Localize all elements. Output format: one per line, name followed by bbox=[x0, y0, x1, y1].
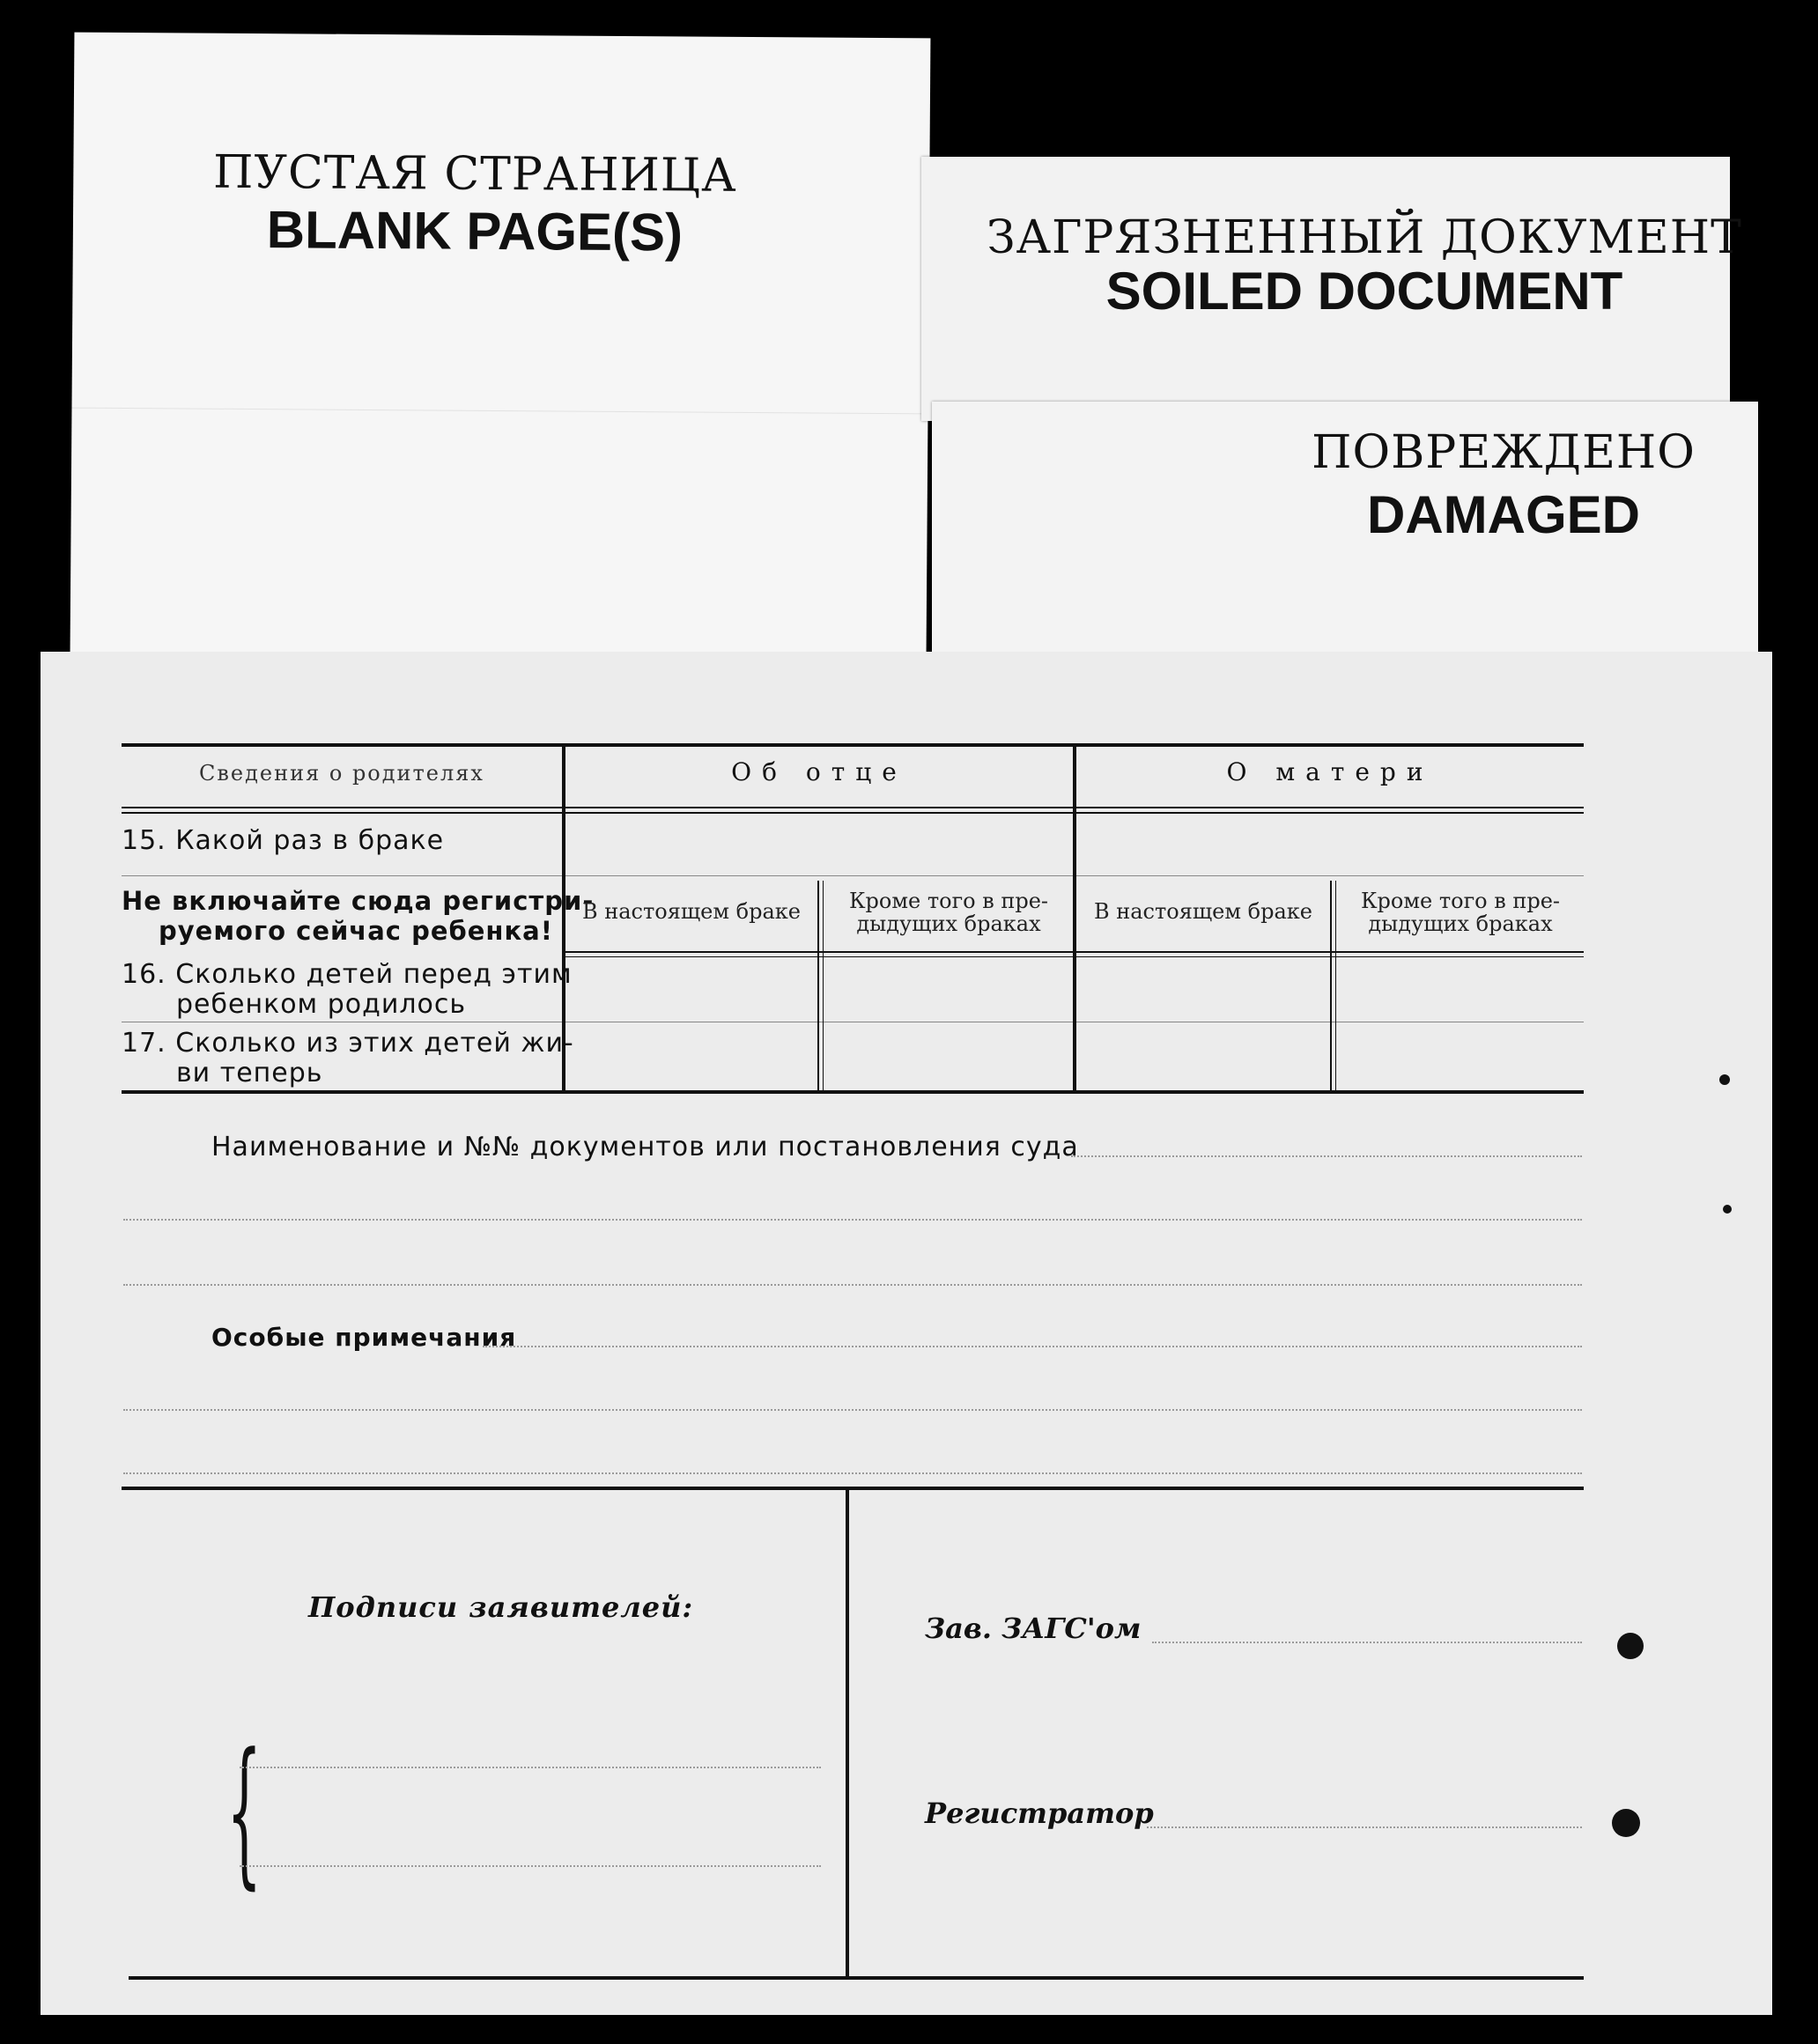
table-col-divider-4b bbox=[1335, 881, 1336, 1092]
zags-head-label: Зав. ЗАГС'ом bbox=[925, 1612, 1142, 1645]
table-bottom-rule bbox=[122, 1090, 1584, 1094]
registrar-label: Регистратор bbox=[925, 1797, 1154, 1830]
zags-head-signature-line bbox=[1152, 1642, 1582, 1643]
note-exclude-line2: руемого сейчас ребенка! bbox=[159, 916, 553, 946]
soiled-label-en: SOILED DOCUMENT bbox=[1105, 262, 1623, 321]
documents-line-2 bbox=[123, 1219, 1582, 1221]
row15-rule bbox=[122, 875, 1584, 876]
damaged-label-en: DAMAGED bbox=[1367, 485, 1640, 544]
mother-prev-marriages-line2: дыдущих браках bbox=[1368, 911, 1553, 936]
mother-prev-marriages-line1: Кроме того в пре- bbox=[1360, 889, 1561, 913]
soiled-document-card bbox=[921, 157, 1742, 421]
documents-label: Наименование и №№ документов или постановления суда bbox=[211, 1132, 1079, 1162]
father-prev-marriages-line2: дыдущих браках bbox=[856, 911, 1041, 936]
signatures-top-rule bbox=[122, 1487, 1584, 1490]
row15-label: 15. Какой раз в браке bbox=[122, 825, 445, 856]
damaged-label-ru: ПОВРЕЖДЕНО bbox=[1312, 426, 1696, 479]
documents-line-1 bbox=[1071, 1155, 1582, 1157]
father-current-marriage: В настоящем браке bbox=[581, 899, 801, 924]
documents-line-3 bbox=[123, 1284, 1582, 1286]
header-about-father: Об отце bbox=[731, 757, 907, 786]
table-col-divider-2 bbox=[817, 881, 819, 1092]
applicant-signature-line-1 bbox=[240, 1767, 821, 1768]
blank-page-card bbox=[70, 33, 931, 659]
father-prev-marriages-line1: Кроме того в пре- bbox=[848, 889, 1049, 913]
row17-label-line2: ви теперь bbox=[176, 1058, 323, 1088]
signatures-divider bbox=[846, 1490, 849, 1976]
table-header-rule-2 bbox=[122, 812, 1584, 814]
mother-current-marriage: В настоящем браке bbox=[1093, 899, 1312, 924]
header-about-mother: О матери bbox=[1226, 757, 1434, 786]
table-col-divider-4 bbox=[1330, 881, 1332, 1092]
page-bottom-rule bbox=[129, 1976, 1584, 1980]
applicants-signatures-label: Подписи заявителей: bbox=[308, 1590, 694, 1624]
table-header-rule bbox=[122, 807, 1584, 808]
remarks-line-3 bbox=[123, 1472, 1582, 1474]
signature-brace: { bbox=[226, 1720, 262, 1904]
note-exclude-line1: Не включайте сюда регистри- bbox=[122, 886, 595, 916]
row16-label-line1: 16. Сколько детей перед этим bbox=[122, 959, 573, 990]
punch-hole-2 bbox=[1612, 1809, 1640, 1837]
applicant-signature-line-2 bbox=[240, 1865, 821, 1867]
punch-mark-1 bbox=[1719, 1074, 1730, 1085]
row16-label-line2: ребенком родилось bbox=[176, 989, 467, 1020]
remarks-line-1 bbox=[483, 1346, 1582, 1347]
punch-hole-1 bbox=[1617, 1633, 1644, 1659]
table-col-divider-2b bbox=[823, 881, 824, 1092]
remarks-label: Особые примечания bbox=[211, 1323, 517, 1352]
registrar-signature-line bbox=[1147, 1826, 1582, 1828]
remarks-line-2 bbox=[123, 1409, 1582, 1411]
row17-label-line1: 17. Сколько из этих детей жи- bbox=[122, 1028, 574, 1059]
table-top-rule bbox=[122, 743, 1584, 747]
card-fold bbox=[71, 408, 927, 415]
header-parents-info: Сведения о родителях bbox=[199, 761, 484, 786]
registration-form-page bbox=[41, 652, 1772, 2015]
blank-page-label-ru: ПУСТАЯ СТРАНИЦА bbox=[212, 145, 737, 203]
damaged-card bbox=[932, 402, 1758, 659]
soiled-label-ru: ЗАГРЯЗНЕННЫЙ ДОКУМЕНТ bbox=[987, 211, 1742, 264]
blank-page-label-en: BLANK PAGE(S) bbox=[266, 200, 684, 262]
punch-mark-2 bbox=[1723, 1205, 1732, 1214]
